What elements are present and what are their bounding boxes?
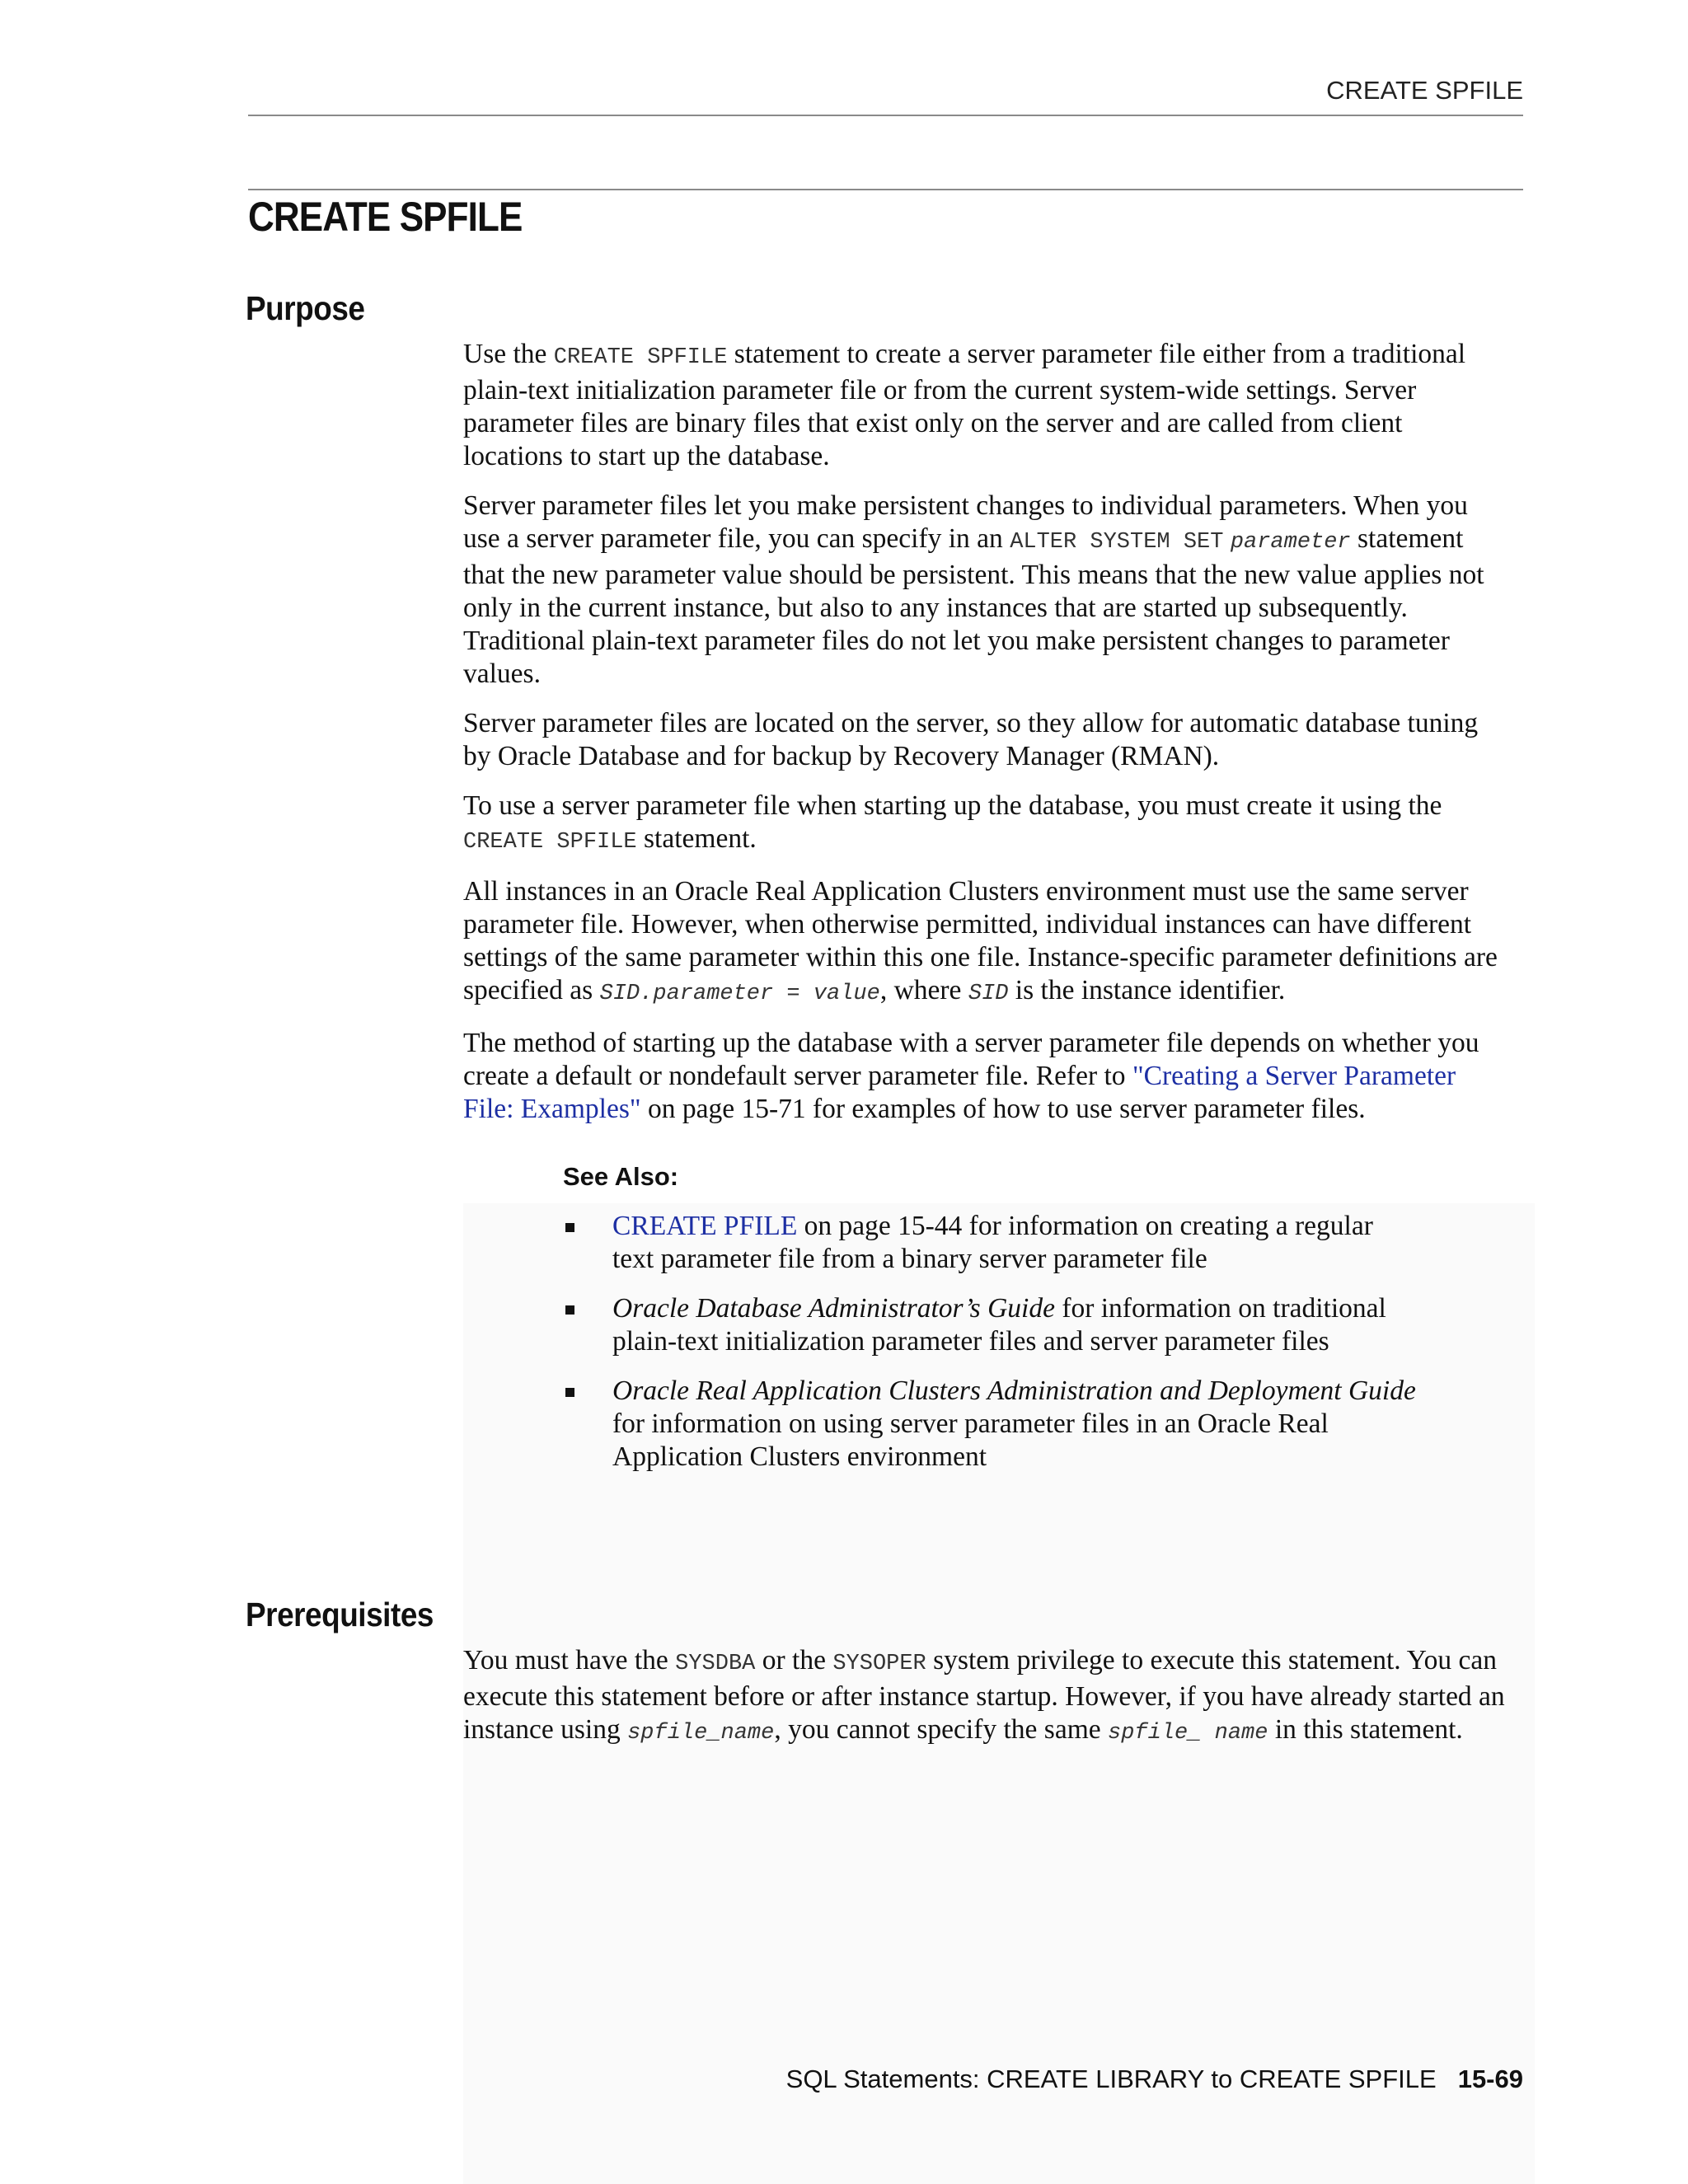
header-rule <box>248 115 1523 116</box>
purpose-paragraph-6 <box>463 1027 1506 1126</box>
text-run: on page 15-71 for examples of how to use server parameter files. <box>640 1094 1366 1124</box>
purpose-section <box>463 338 1506 1490</box>
purpose-paragraph-1 <box>463 338 1506 473</box>
code-alter-system-set: ALTER SYSTEM SET <box>1010 530 1224 555</box>
text-run: , you cannot specify the same <box>774 1714 1109 1745</box>
text-run: Server parameter files let you make persistent changes to individual parameters. When you use a server parameter file, you can specify in an <box>463 490 1468 554</box>
text-run: Use the <box>463 339 554 369</box>
purpose-paragraph-5 <box>463 875 1506 1010</box>
book-title: Oracle Real Application Clusters Administration and Deployment Guide <box>612 1376 1416 1406</box>
text-run: statement to create a server parameter file either from a traditional plain-text initialization parameter file or from the current system-wide settings. Server parameter files are binary files that exist only on the server and are called from client locations to start up the database. <box>463 339 1466 471</box>
text-run: on page 15-44 for information on creating a regular text parameter file from a binary server parameter file <box>612 1211 1373 1274</box>
purpose-paragraph-2 <box>463 490 1506 691</box>
text-run: for information on using server parameter files in an Oracle Real Application Clusters environment <box>612 1408 1329 1472</box>
code-spfile-name: spfile_name <box>627 1721 775 1746</box>
text-run: is the instance identifier. <box>1008 975 1286 1005</box>
running-footer <box>786 2064 1523 2094</box>
title-rule <box>248 189 1523 190</box>
book-title: Oracle Database Administrator’s Guide <box>612 1293 1055 1324</box>
text-run <box>1223 523 1230 554</box>
square-bullet-icon <box>565 1305 574 1315</box>
purpose-paragraph-3: Server parameter files are located on the server, so they allow for automatic database tuning by Oracle Database and for backup by Recovery Manager (RMAN). <box>463 708 1479 771</box>
code-parameter: parameter <box>1230 530 1351 555</box>
square-bullet-icon <box>565 1388 574 1397</box>
text-run: or the <box>755 1645 833 1675</box>
prerequisites-section <box>463 1644 1506 1766</box>
page-number: 15-69 <box>1457 2064 1523 2093</box>
code-sysoper: SYSOPER <box>832 1652 926 1676</box>
text-run: system privilege to execute this statement. You can execute this statement before or after instance startup. However, if you have already started an instance using <box>463 1645 1505 1745</box>
square-bullet-icon <box>565 1223 574 1232</box>
text-run: statement. <box>636 823 757 854</box>
code-sysdba: SYSDBA <box>675 1652 756 1676</box>
running-header: CREATE SPFILE <box>1326 76 1523 105</box>
list-item <box>563 1375 1420 1474</box>
text-run: for information on traditional plain-text initialization parameter files and server parameter files <box>612 1293 1386 1357</box>
see-also-list <box>563 1210 1420 1474</box>
text-run: , where <box>879 975 968 1005</box>
text-run: You must have the <box>463 1645 676 1675</box>
list-item <box>563 1292 1420 1358</box>
purpose-paragraph-4 <box>463 790 1506 859</box>
text-run: in this statement. <box>1268 1714 1463 1745</box>
list-item <box>563 1210 1420 1276</box>
page-title: CREATE SPFILE <box>248 194 523 240</box>
code-spfile-name: spfile_ name <box>1108 1721 1268 1746</box>
prerequisites-paragraph <box>463 1644 1506 1750</box>
link-creating-spfile-examples[interactable]: "Creating a Server Parameter File: Examples" <box>463 1061 1456 1124</box>
text-run: All instances in an Oracle Real Application Clusters environment must use the same server parameter file. However, when otherwise permitted, individual instances can have different settings of the same parameter within this one file. Instance-specific parameter definitions are specified as <box>463 876 1498 1005</box>
purpose-heading: Purpose <box>246 289 365 327</box>
text-run: To use a server parameter file when starting up the database, you must create it using the <box>463 790 1442 821</box>
text-run: statement that the new parameter value should be persistent. This means that the new value applies not only in the current instance, but also to any instances that are started up subsequently. Traditional plain-text parameter files do not let you make persistent changes to parameter values. <box>463 523 1484 689</box>
see-also-box <box>563 1160 1420 1474</box>
code-create-spfile: CREATE SPFILE <box>553 345 728 370</box>
see-also-heading: See Also: <box>563 1162 679 1191</box>
link-create-pfile[interactable]: CREATE PFILE <box>612 1211 798 1241</box>
code-sid-parameter-value: SID.parameter = value <box>599 982 880 1006</box>
footer-text: SQL Statements: CREATE LIBRARY to CREATE SPFILE <box>785 2064 1437 2093</box>
code-create-spfile: CREATE SPFILE <box>463 830 637 855</box>
code-sid: SID <box>968 982 1009 1006</box>
prerequisites-heading: Prerequisites <box>246 1596 434 1633</box>
text-run: The method of starting up the database with a server parameter file depends on whether you create a default or nondefault server parameter file. Refer to <box>463 1028 1479 1091</box>
